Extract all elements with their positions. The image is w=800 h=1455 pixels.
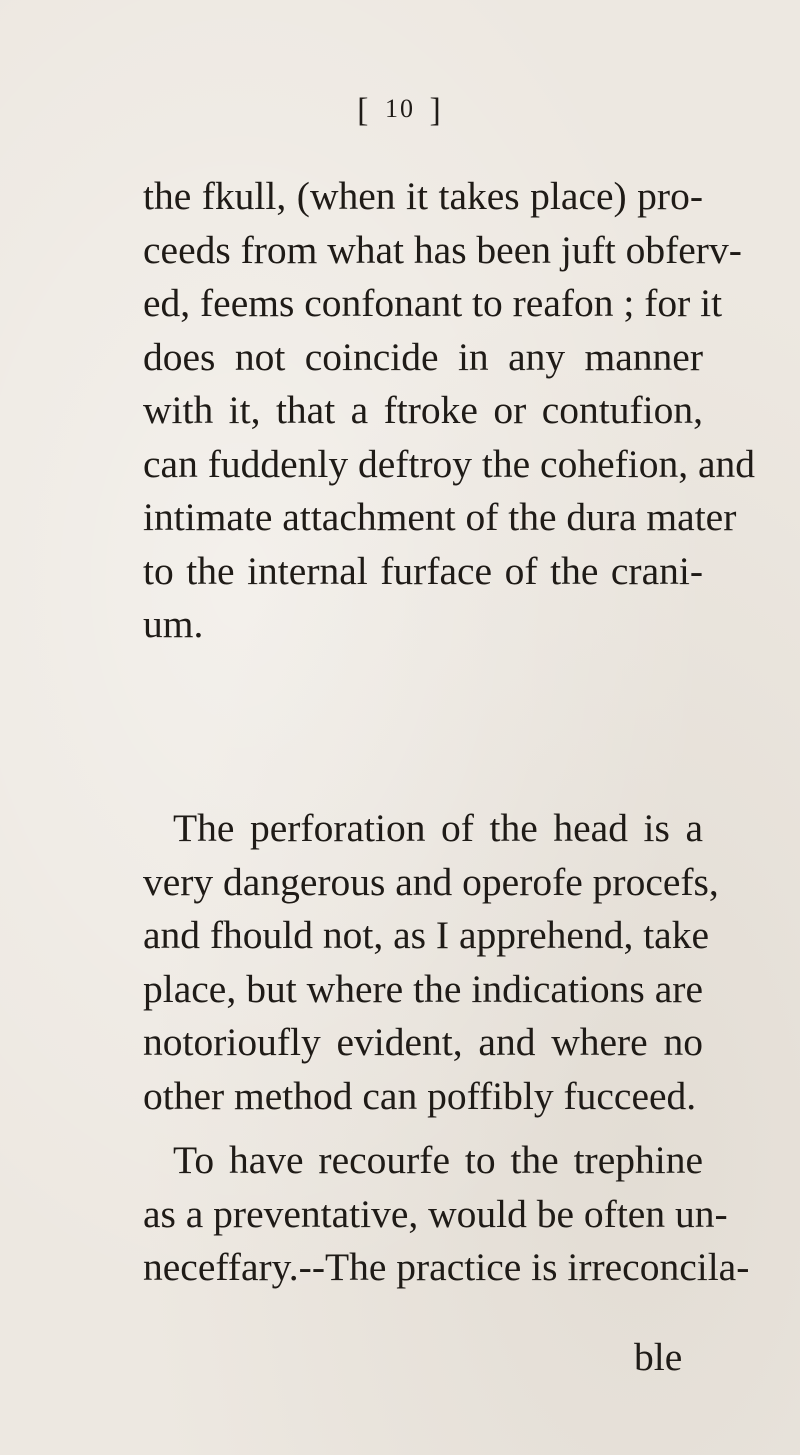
bracket-close: ] [429,92,443,129]
page-number: 10 [385,94,415,123]
text-line: can fuddenly deftroy the cohefion, and [143,441,756,486]
paragraph-3 [143,1134,750,1295]
text-line: neceffary.--The practice is irreconcila- [143,1245,750,1289]
text-line: To have recourfe to the trephine [173,1138,703,1182]
text-line: does not coincide in any manner [143,334,703,379]
text-line: to the internal furface of the crani- [143,548,703,593]
bracket-open: [ [357,92,371,129]
catchword: ble [634,1335,683,1379]
paragraph-1 [143,170,756,652]
text-line: and fhould not, as I apprehend, take [143,913,709,957]
text-line: notorioufly evident, and where no [143,1020,703,1064]
text-line: very dangerous and operofe procefs, [143,859,719,904]
text-line: place, but where the indications are [143,966,703,1011]
paragraph-2 [143,802,719,1123]
text-line: with it, that a ftroke or contufion, [143,388,703,432]
text-line: as a preventative, would be often un- [143,1191,728,1236]
text-line: other method can poffibly fucceed. [143,1073,697,1118]
text-line: ceeds from what has been juft obferv- [143,227,742,272]
page-header [0,92,800,130]
text-line: the fkull, (when it takes place) pro- [143,174,703,218]
text-line: intimate attachment of the dura mater [143,495,737,539]
text-line: um. [143,602,204,646]
text-line: ed, feems confonant to reafon ; for it [143,281,723,325]
text-line: The perforation of the head is a [173,806,703,850]
